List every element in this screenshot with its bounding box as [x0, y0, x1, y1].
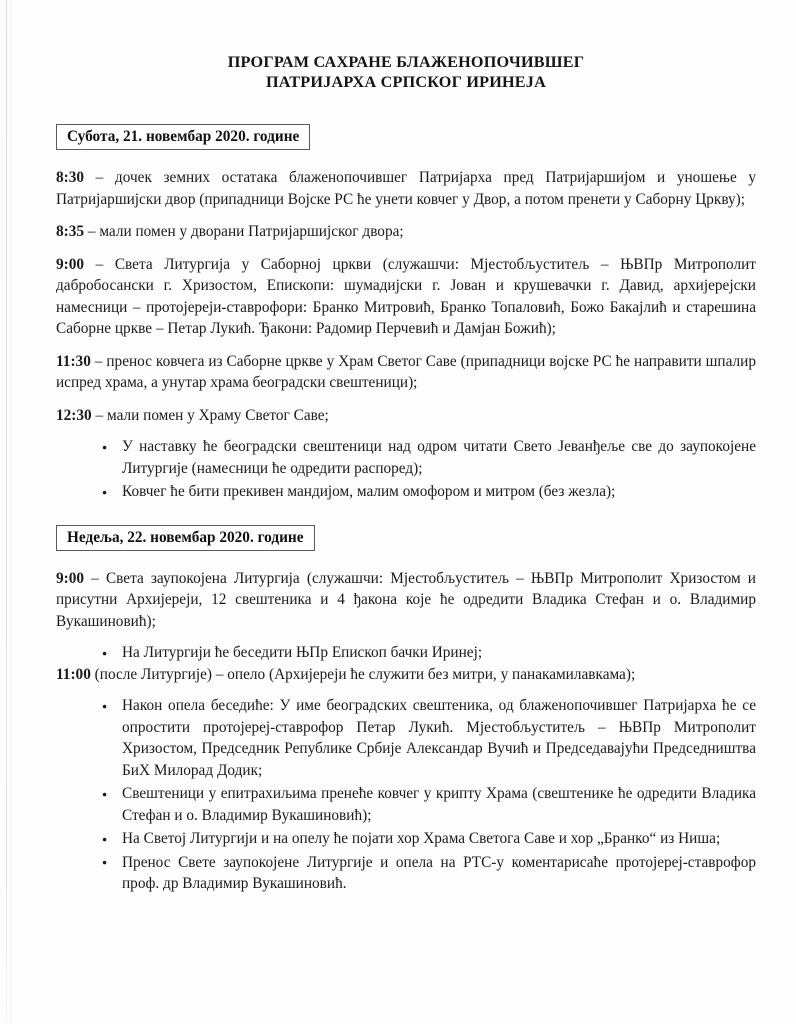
day-2-header-container [56, 525, 756, 551]
day-1-item-3-time: 9:00 [56, 255, 85, 273]
list-item: ● На Светој Литургији и на опелу ће појати хор Храма Светога Саве и хор „Бранко“ из Ниша; [108, 828, 756, 850]
day-1-item-2-time: 8:35 [56, 223, 85, 240]
day-1-item-1-text: – дочек земних остатака блаженопочившег Патријарха пред Патријаршијом и уношење у Патријаршијски двор (припадници Војске РС ће унети ковчег у Двор, а потом пренети у Саборну Цркву); [56, 169, 756, 208]
day-1-header: Субота, 21. новембар 2020. године [56, 124, 310, 150]
day-2-item-2-time: 11:00 [56, 665, 91, 683]
list-item: ● На Литургији ће беседити ЊПр Епископ бачки Иринеј; [108, 642, 756, 664]
day-2-item-2-text: (после Литургије) – опело (Архијереји ће служити без митри, у панакамилавкама); [90, 665, 636, 683]
day-1-header-container [56, 124, 756, 150]
list-item: ● Ковчег ће бити прекивен мандијом, малим омофором и митром (без жезла); [108, 481, 756, 503]
day-1-item-1 [56, 167, 756, 210]
day-1-item-2-text: – мали помен у дворани Патријаршијског двора; [84, 223, 404, 240]
document-title-line-1: ПРОГРАМ САХРАНЕ БЛАЖЕНОПОЧИВШЕГ [227, 53, 585, 71]
day-2-item-1 [56, 568, 756, 633]
day-2-item-1-text: – Света заупокојена Литургија (служашчи: Мјестобљуститељ – ЊВПр Митрополит Хризостом и присутни Архијереји, 12 свештеника и 4 ђакона које ће одредити Владика Стефан и о. Владимир Вукашиновић); [56, 569, 756, 630]
day-1-item-3-text: – Света Литургија у Саборној цркви (служашчи: Мјестобљуститељ – ЊВПр Митрополит дабробосански г. Хризостом, Епископи: шумадијски г. Јован и крушевачки г. Давид, архијерејски намесници – протојереји-ставрофори: Бранко Митровић, Бранко Топаловић, Божо Бакајлић и старешина Саборне цркве – Петар Лукић. Ђакони: Радомир Перчевић и Дамјан Божић); [56, 255, 756, 337]
day-1-item-1-time: 8:30 [56, 169, 85, 186]
day-2-header: Недеља, 22. новембар 2020. године [56, 525, 315, 551]
page-edge-shadow-secondary [10, 0, 12, 1024]
day-2-item-1-time: 9:00 [56, 569, 85, 587]
day-1-item-5 [56, 405, 756, 427]
day-1-item-4-time: 11:30 [56, 352, 91, 370]
list-item: ● Свештеници у епитрахиљима пренеће ковчег у крипту Храма (свештенике ће одредити Владика Стефан и о. Владимир Вукашиновић); [108, 783, 756, 826]
day-1-item-5-time: 12:30 [56, 406, 92, 424]
list-item: ● У наставку ће београдски свештеници над одром читати Свето Јеванђеље све до заупокојене Литургије (намесници ће одредити распоред); [108, 436, 756, 479]
day-2-bullet-list-mid [56, 642, 756, 664]
document-title [56, 0, 756, 92]
document-content [56, 0, 756, 1024]
day-1-item-3 [56, 254, 756, 340]
day-1-item-5-text: – мали помен у Храму Светог Саве; [91, 406, 329, 424]
day-1-item-2 [56, 221, 756, 243]
day-2-item-2 [56, 664, 756, 686]
day-1-item-4 [56, 351, 756, 394]
day-1-bullet-list [56, 436, 756, 503]
list-item: ● Након опела беседиће: У име београдских свештеника, од блаженопочившег Патријарха ће се опростити протојереј-ставрофор Петар Лукић. Мјестобљуститељ – ЊВПр Митрополит Хризостом, Председник Републике Србије Александар Вучић и Председавајући Председништва БиХ Милорад Додик; [108, 695, 756, 781]
list-item: ● Пренос Свете заупокојене Литургије и опела на РТС-у коментарисаће протојереј-ставрофор проф. др Владимир Вукашиновић. [108, 852, 756, 895]
day-2-bullet-list-end [56, 695, 756, 895]
page-edge-shadow [6, 0, 7, 1024]
document-title-line-2: ПАТРИЈАРХА СРПСКОГ ИРИНЕЈА [266, 73, 546, 91]
day-1-item-4-text: – пренос ковчега из Саборне цркве у Храм Светог Саве (припадници војске РС ће направити шпалир испред храма, а унутар храма београдски свештеници); [56, 352, 756, 391]
